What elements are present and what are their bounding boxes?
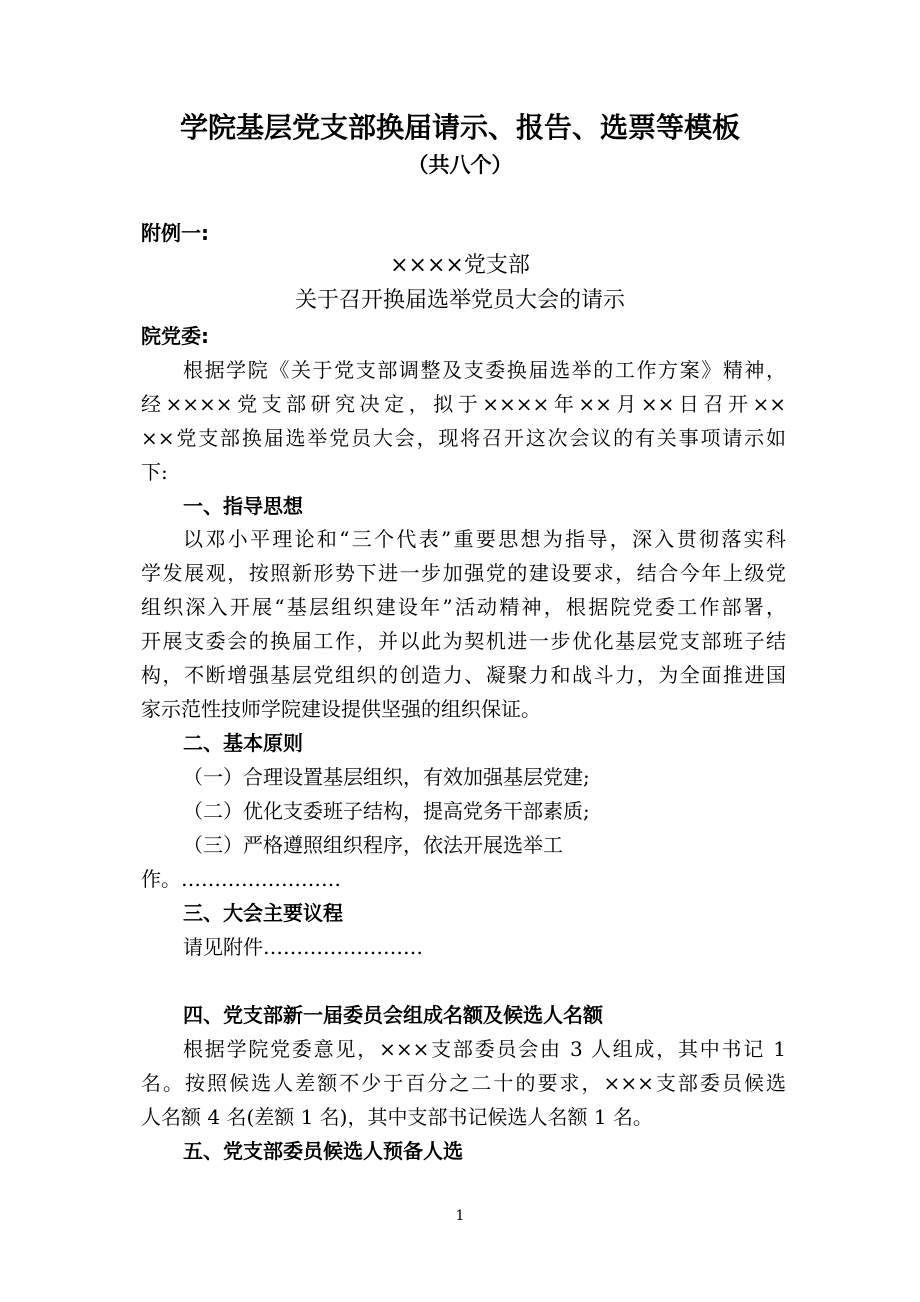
principle-item: （一）合理设置基层组织，有效加强基层党建; — [183, 765, 590, 789]
paragraph-line: 开展支委会的换届工作，并以此为契机进一步优化基层党支部班子结 — [141, 629, 786, 653]
principle-continuation: 作。…………………… — [141, 867, 341, 891]
paragraph-line: 名。按照候选人差额不少于百分之二十的要求，×××支部委员候选 — [141, 1071, 786, 1095]
intro-line: ××党支部换届选举党员大会，现将召开这次会议的有关事项请示如 — [141, 426, 786, 450]
paragraph-line: 根据学院党委意见，×××支部委员会由 3 人组成，其中书记 1 — [183, 1037, 786, 1061]
paragraph-line: 组织深入开展“基层组织建设年”活动精神，根据院党委工作部署， — [141, 595, 786, 619]
example-label: 附例一: — [141, 221, 209, 245]
section-heading-basic-principles: 二、基本原则 — [183, 731, 303, 755]
paragraph-line: 家示范性技师学院建设提供坚强的组织保证。 — [141, 697, 541, 721]
intro-line: 经××××党支部研究决定，拟于××××年××月××日召开×× — [141, 392, 786, 416]
intro-line: 下: — [141, 460, 168, 484]
request-title-line-2: 关于召开换届选举党员大会的请示 — [294, 288, 625, 313]
addressee: 院党委: — [141, 324, 209, 348]
document-subtitle: （共八个） — [407, 153, 513, 177]
section-heading-candidates: 五、党支部委员候选人预备人选 — [183, 1139, 463, 1163]
paragraph-line: 以邓小平理论和“三个代表”重要思想为指导，深入贯彻落实科 — [183, 527, 786, 551]
intro-line: 根据学院《关于党支部调整及支委换届选举的工作方案》精神， — [183, 358, 786, 382]
paragraph-line: 学发展观，按照新形势下进一步加强党的建设要求，结合今年上级党 — [141, 561, 786, 585]
paragraph-line: 人名额 4 名(差额 1 名)，其中支部书记候选人名额 1 名。 — [141, 1105, 653, 1129]
paragraph-line: 构，不断增强基层党组织的创造力、凝聚力和战斗力，为全面推进国 — [141, 663, 786, 687]
section-heading-committee-quota: 四、党支部新一届委员会组成名额及候选人名额 — [183, 1003, 603, 1027]
section-heading-guiding-thought: 一、指导思想 — [183, 494, 303, 518]
document-title: 学院基层党支部换届请示、报告、选票等模板 — [179, 111, 740, 144]
request-title-line-1: ××××党支部 — [390, 253, 530, 278]
page-number: 1 — [455, 1208, 465, 1224]
section-heading-agenda: 三、大会主要议程 — [183, 901, 343, 925]
agenda-text: 请见附件…………………… — [183, 935, 423, 959]
principle-item: （三）严格遵照组织程序，依法开展选举工 — [183, 833, 563, 857]
principle-item: （二）优化支委班子结构，提高党务干部素质; — [183, 799, 590, 823]
